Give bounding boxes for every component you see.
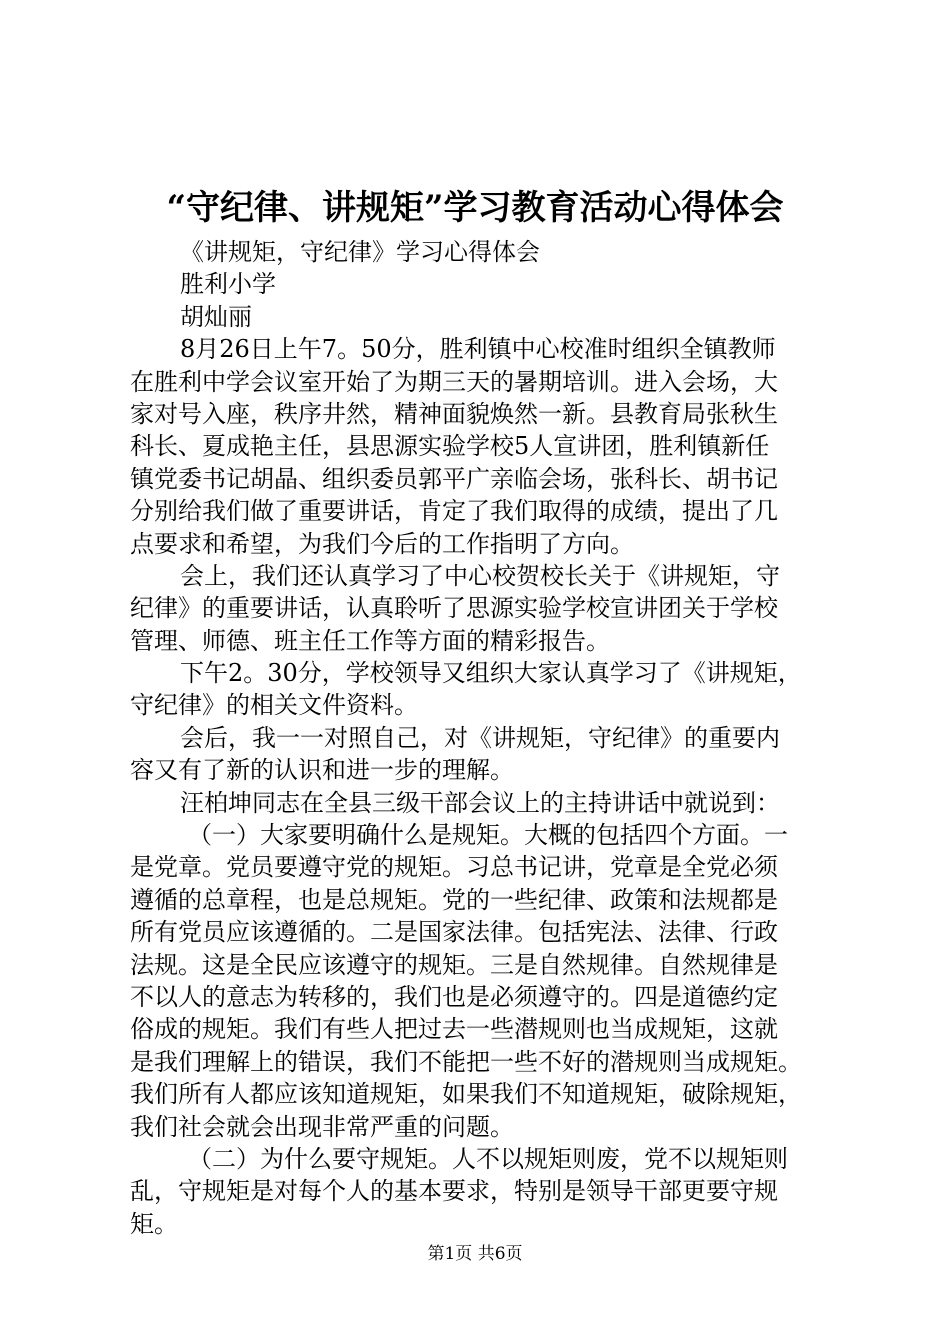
document-title: “守纪律、讲规矩”学习教育活动心得体会 <box>166 188 784 228</box>
text-line: （二）为什么要守规矩。人不以规矩则废，党不以规矩则 <box>188 1144 788 1173</box>
text-line: 我们社会就会出现非常严重的问题。 <box>130 1112 514 1141</box>
text-line: 不以人的意志为转移的，我们也是必须遵守的。四是道德约定 <box>130 982 778 1011</box>
text-line: 《讲规矩，守纪律》学习心得体会 <box>180 238 540 266</box>
text-line: 科长、夏成艳主任，县思源实验学校5人宣讲团，胜利镇新任 <box>130 432 770 461</box>
text-line: 8月26日上午7。50分，胜利镇中心校准时组织全镇教师 <box>180 335 776 364</box>
text-line: 汪柏坤同志在全县三级干部会议上的主持讲话中就说到： <box>180 788 780 817</box>
text-line: 法规。这是全民应该遵守的规矩。三是自然规律。自然规律是 <box>130 950 778 979</box>
text-line: 乱，守规矩是对每个人的基本要求，特别是领导干部更要守规 <box>130 1177 778 1206</box>
text-line: 遵循的总章程，也是总规矩。党的一些纪律、政策和法规都是 <box>130 885 778 914</box>
page-footer: 第1页 共6页 <box>427 1244 523 1264</box>
text-line: 家对号入座，秩序井然，精神面貌焕然一新。县教育局张秋生 <box>130 399 778 428</box>
text-line: 在胜利中学会议室开始了为期三天的暑期培训。进入会场，大 <box>130 367 778 396</box>
text-line: 我们所有人都应该知道规矩，如果我们不知道规矩，破除规矩， <box>130 1080 802 1109</box>
text-line: 是我们理解上的错误，我们不能把一些不好的潜规则当成规矩。 <box>130 1047 802 1076</box>
text-line: 矩。 <box>130 1209 178 1238</box>
text-line: 管理、师德、班主任工作等方面的精彩报告。 <box>130 626 610 655</box>
text-line: 俗成的规矩。我们有些人把过去一些潜规则也当成规矩，这就 <box>130 1015 778 1044</box>
text-line: 下午2。30分，学校领导又组织大家认真学习了《讲规矩， <box>180 659 802 688</box>
text-line: 纪律》的重要讲话，认真聆听了思源实验学校宣讲团关于学校 <box>130 594 778 623</box>
text-line: 容又有了新的认识和进一步的理解。 <box>130 756 514 785</box>
text-line: 胡灿丽 <box>180 302 252 331</box>
text-line: 所有党员应该遵循的。二是国家法律。包括宪法、法律、行政 <box>130 918 778 947</box>
document-body <box>130 236 850 1240</box>
text-line: 守纪律》的相关文件资料。 <box>130 691 418 720</box>
text-line: 会后，我一一对照自己，对《讲规矩，守纪律》的重要内 <box>180 723 780 752</box>
text-line: 点要求和希望，为我们今后的工作指明了方向。 <box>130 529 634 558</box>
text-line: 是党章。党员要遵守党的规矩。习总书记讲，党章是全党必须 <box>130 853 778 882</box>
text-line: 胜利小学 <box>180 270 276 299</box>
text-line: （一）大家要明确什么是规矩。大概的包括四个方面。一 <box>188 821 788 850</box>
text-line: 分别给我们做了重要讲话，肯定了我们取得的成绩，提出了几 <box>130 497 778 526</box>
text-line: 镇党委书记胡晶、组织委员郭平广亲临会场，张科长、胡书记 <box>130 464 778 493</box>
text-line: 会上，我们还认真学习了中心校贺校长关于《讲规矩，守 <box>180 561 780 590</box>
